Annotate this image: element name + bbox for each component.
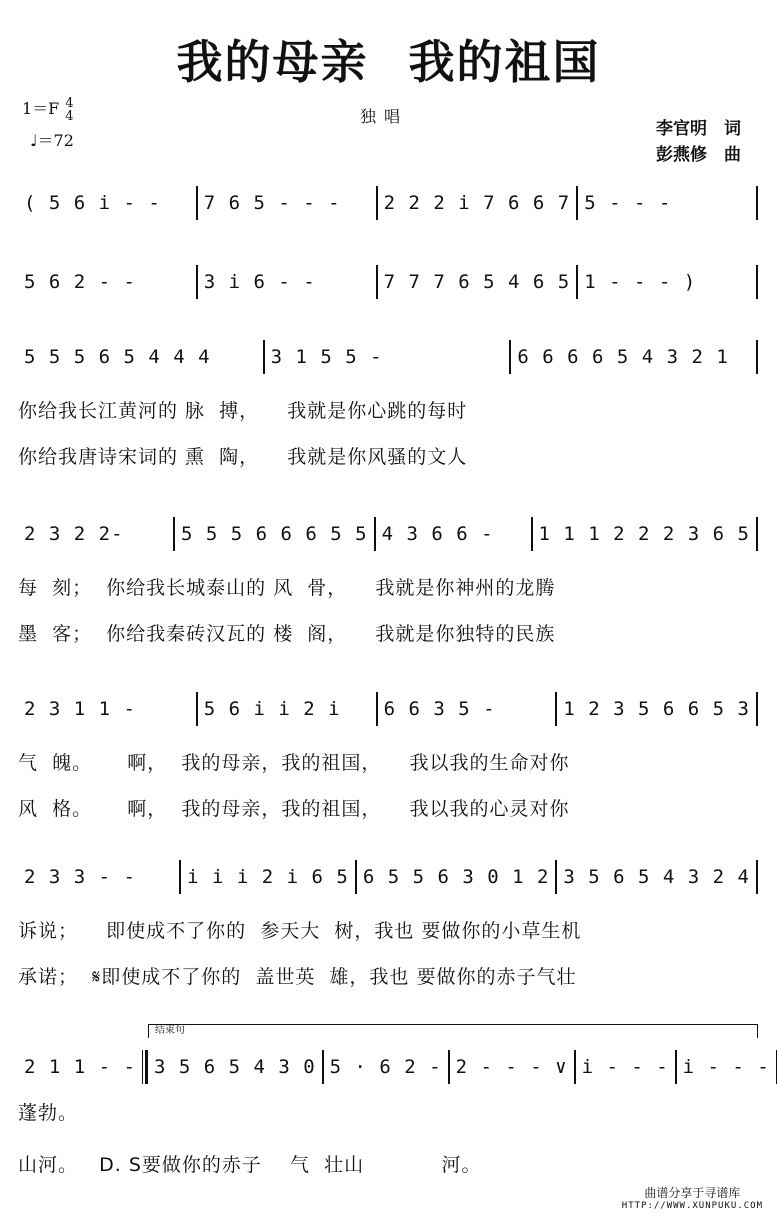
measure: 1 - - - ) [576,265,758,299]
measure: 5 - - - [576,186,758,220]
notation-line [18,340,758,374]
notation-line [18,517,758,551]
key-signature [22,96,74,123]
notation-line [18,265,758,299]
lyric-line: 风 格。 啊， 我的母亲，我的祖国， 我以我的心灵对你 [18,798,570,820]
watermark-text: 曲谱分享于寻谱库 [644,1186,741,1200]
notation-line [18,186,758,220]
measure: 3 i 6 - - [196,265,376,299]
measure: 6 5 5 6 3 0 1 2 [355,860,556,894]
measure: 2 1 1 - - [18,1050,146,1084]
measure: 5 · 6 2 - [322,1050,448,1084]
lyric-line: 墨 客； 你给我秦砖汉瓦的 楼 阁， 我就是你独特的民族 [18,623,556,645]
measure: 4 3 6 6 - [374,517,531,551]
lyric-line: 每 刻； 你给我长城泰山的 风 骨， 我就是你神州的龙腾 [18,577,556,599]
genre-label: 独唱 [360,107,409,126]
key-label: 1＝F [22,99,60,118]
measure: 2 2 2 i 7 6 6 7 [376,186,577,220]
lyricist-credit: 李官明 词 [656,119,741,139]
measure: ( 5 6 i - - [24,192,161,214]
composer-credit: 彭燕修 曲 [656,145,741,165]
measure: 5 5 5 6 6 6 5 5 [173,517,374,551]
title-part-2: 我的祖国 [408,35,601,89]
lyric-line: 你给我唐诗宋词的 熏 陶， 我就是你风骚的文人 [18,446,468,468]
notation-line [18,860,758,894]
measure: 6 6 6 6 5 4 3 2 1 [509,340,758,374]
time-signature: 4 4 [65,95,74,124]
notation-line [18,1050,770,1084]
page-title [0,26,777,92]
measure: 2 3 1 1 - [24,698,136,720]
credits [656,116,741,168]
measure: 5 5 5 6 5 4 4 4 [24,346,211,368]
measure: 2 3 3 - - [24,866,136,888]
measure: 1 2 3 5 6 6 5 3 [555,692,758,726]
lyric-line: 你给我长江黄河的 脉 搏， 我就是你心跳的每时 [18,400,468,422]
lyric-line: 气 魄。 啊， 我的母亲，我的祖国， 我以我的生命对你 [18,752,570,774]
measure: 2 3 2 2- [24,523,124,545]
tempo-marking: ♩＝72 [30,131,74,150]
measure: 3 1 5 5 - [263,340,510,374]
lyric-line: 蓬勃。 [18,1102,79,1124]
lyric-line: 承诺； 𝄋即使成不了你的 盖世英 雄，我也 要做你的赤子气壮 [18,966,577,988]
measure: 7 6 5 - - - [196,186,376,220]
measure: 5 6 i i 2 i [196,692,376,726]
measure: i - - - [574,1050,675,1084]
ending-bracket [148,1024,758,1038]
notation-line [18,692,758,726]
measure: 3 5 6 5 4 3 2 4 [555,860,758,894]
measure: 6 6 3 5 - [376,692,556,726]
measure: 2 - - - ∨ [448,1050,574,1084]
watermark [622,1184,763,1211]
watermark-url: HTTP://WWW.XUNPUKU.COM [621,1201,763,1211]
lyric-line: 诉说； 即使成不了你的 参天大 树，我也 要做你的小草生机 [18,920,582,942]
measure: i - - - [675,1050,777,1084]
measure: i i i 2 i 6 5 [179,860,355,894]
lyric-line: 山河。 D. S要做你的赤子 气 壮山 河。 [18,1154,482,1176]
ending-bracket-label: 结束句 [155,1025,185,1036]
measure: 1 1 1 2 2 2 3 6 5 [531,517,758,551]
measure: 3 5 6 5 4 3 0 [146,1050,322,1084]
title-part-1: 我的母亲 [176,35,369,89]
measure: 5 6 2 - - [24,271,136,293]
measure: 7 7 7 6 5 4 6 5 [376,265,577,299]
